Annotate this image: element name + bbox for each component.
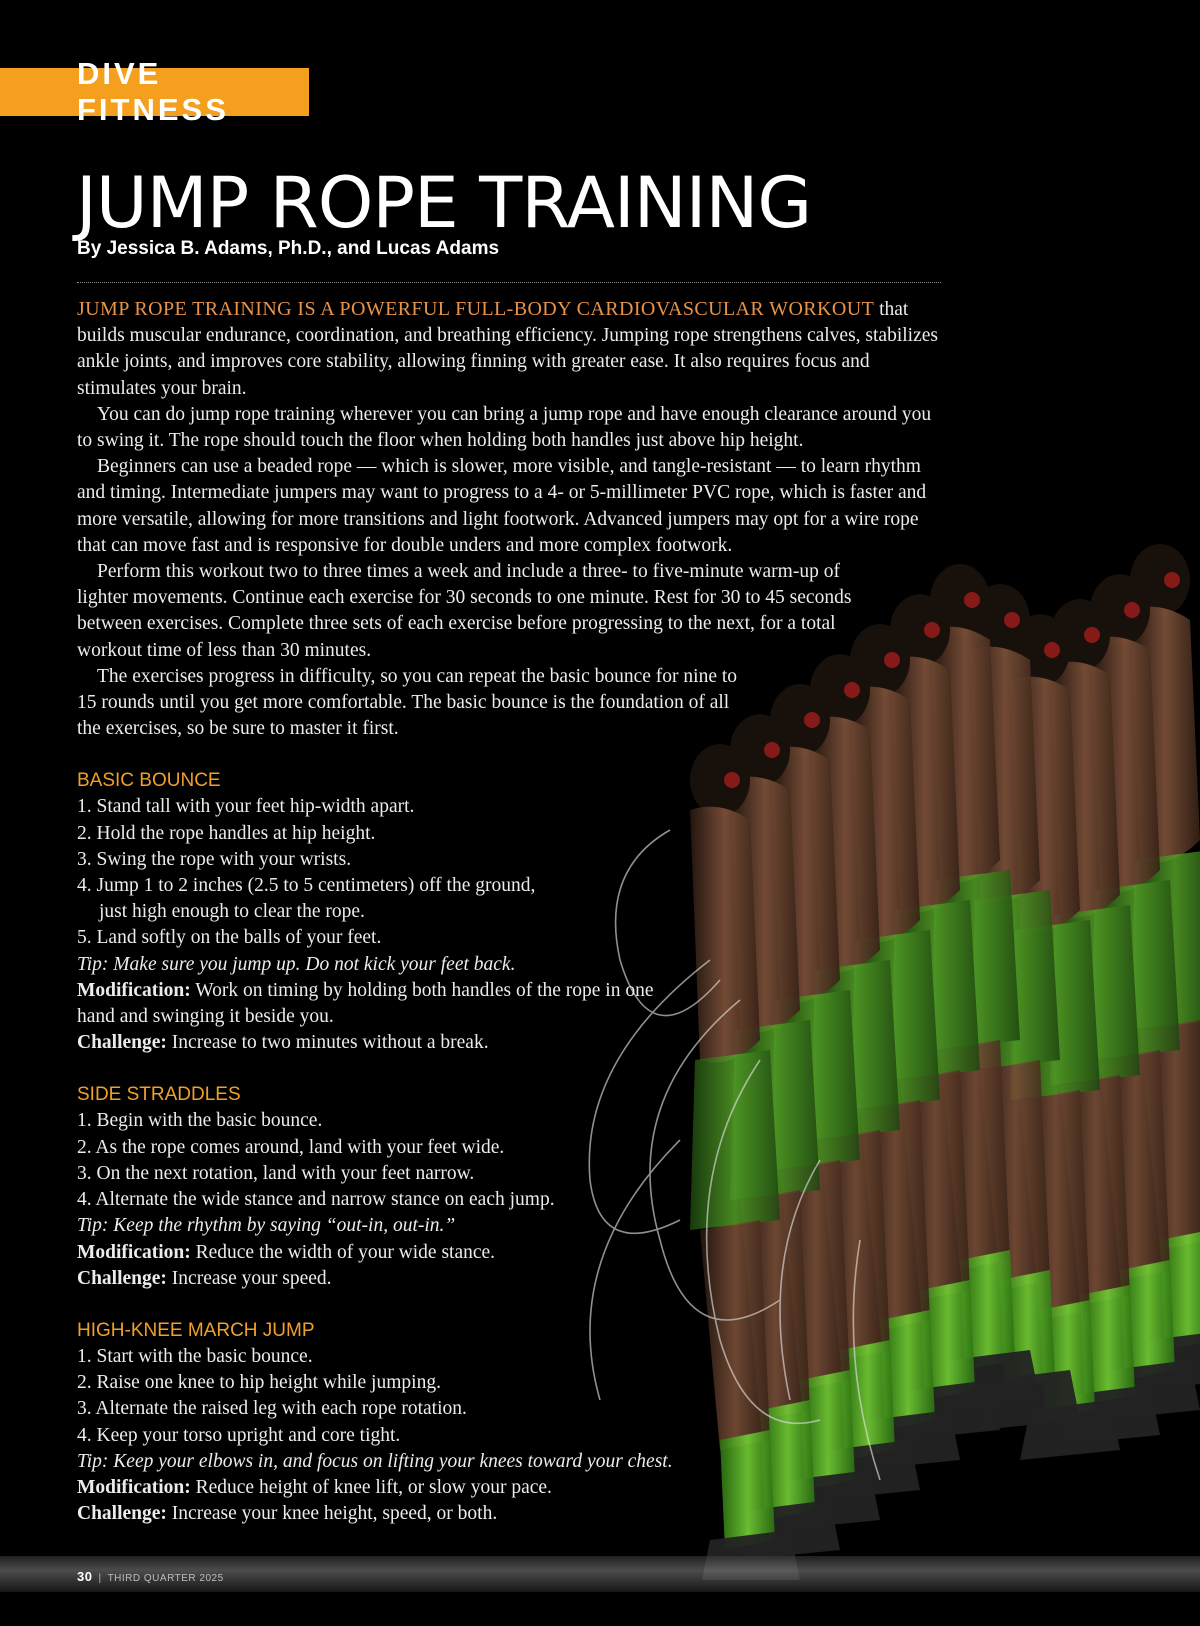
- tip: Tip: Keep your elbows in, and focus on lifting your knees toward your chest.: [77, 1450, 673, 1472]
- step-2: 2. Raise one knee to hip height while jumping.: [77, 1372, 441, 1394]
- modification-text: Reduce the width of your wide stance.: [190, 1241, 496, 1263]
- step-1: 1. Begin with the basic bounce.: [77, 1110, 323, 1132]
- step-5: 5. Land softly on the balls of your feet.: [77, 927, 382, 949]
- divider-rule: [77, 282, 941, 283]
- modification: [77, 1240, 677, 1266]
- step-1: 1. Start with the basic bounce.: [77, 1345, 313, 1367]
- page-number: 30: [77, 1569, 93, 1584]
- challenge-label: Challenge:: [77, 1267, 167, 1289]
- article-body: [77, 296, 947, 1527]
- step-4-line-2: just high enough to clear the rope.: [99, 901, 365, 923]
- modification-label: Modification:: [77, 1476, 191, 1498]
- intro-paragraph-5: The exercises progress in difficulty, so you can repeat the basic bounce for nine to 15 rounds until you get more comfortable. The basic bounce is the foundation of all the exercises, so be sure to master it first.: [77, 665, 738, 740]
- section-heading: BASIC BOUNCE: [77, 770, 221, 792]
- step-3: 3. Swing the rope with your wrists.: [77, 848, 352, 870]
- modification: [77, 1475, 697, 1501]
- lead-in-text: that builds muscular endurance, coordination, and breathing efficiency. Jumping rope strengthens calves, stabilizes ankle joints, and improves core stability, allowing finning with greater ease. It also requires focus and stimulates your brain.: [77, 299, 938, 399]
- intro-paragraph-1: [77, 296, 947, 402]
- modification-label: Modification:: [77, 1241, 191, 1263]
- challenge-text: Increase your knee height, speed, or both.: [166, 1503, 498, 1525]
- section-heading: SIDE STRADDLES: [77, 1084, 241, 1106]
- step-4: 4. Keep your torso upright and core tight.: [77, 1424, 401, 1446]
- footer-separator: |: [98, 1573, 102, 1584]
- byline: By Jessica B. Adams, Ph.D., and Lucas Adams: [77, 238, 500, 259]
- side-straddles-section: [77, 1082, 677, 1291]
- basic-bounce-section: [77, 768, 677, 1056]
- intro-paragraph-3: Beginners can use a beaded rope — which is slower, more visible, and tangle-resistant — to learn rhythm and timing. Intermediate jumpers may want to progress to a 4- or 5-millimeter PVC rope, which is faster and more versatile, allowing for more transitions and light footwork. Advanced jumpers may opt for a wire rope that can move fast and is responsive for double unders and more complex footwork.: [77, 456, 927, 556]
- section-heading: HIGH-KNEE MARCH JUMP: [77, 1319, 315, 1341]
- challenge: [77, 1266, 677, 1292]
- section-tag: DIVE FITNESS: [0, 68, 309, 116]
- step-4-line-1: 4. Jump 1 to 2 inches (2.5 to 5 centimeters) off the ground,: [77, 875, 536, 897]
- step-2: 2. Hold the rope handles at hip height.: [77, 822, 376, 844]
- page-footer: [77, 1569, 224, 1584]
- step-4: [77, 873, 677, 925]
- challenge: [77, 1030, 677, 1056]
- modification-text: Reduce height of knee lift, or slow your pace.: [190, 1476, 552, 1498]
- intro-paragraph-2: You can do jump rope training wherever you can bring a jump rope and have enough clearance around you to swing it. The rope should touch the floor when holding both handles just above hip height.: [77, 403, 932, 452]
- modification: [77, 978, 677, 1030]
- challenge: [77, 1501, 697, 1527]
- tip: Tip: Keep the rhythm by saying “out-in, out-in.”: [77, 1215, 456, 1237]
- step-1: 1. Stand tall with your feet hip-width apart.: [77, 796, 415, 818]
- modification-label: Modification:: [77, 979, 191, 1001]
- step-3: 3. Alternate the raised leg with each rope rotation.: [77, 1398, 467, 1420]
- lead-in-caps: JUMP ROPE TRAINING IS A POWERFUL FULL-BODY CARDIOVASCULAR WORKOUT: [77, 298, 875, 320]
- step-4: 4. Alternate the wide stance and narrow stance on each jump.: [77, 1189, 555, 1211]
- modification-text: Work on timing by holding both handles of the rope in one hand and swinging it beside you.: [77, 979, 654, 1028]
- challenge-label: Challenge:: [77, 1032, 167, 1054]
- challenge-label: Challenge:: [77, 1503, 167, 1525]
- issue-label: THIRD QUARTER 2025: [107, 1573, 224, 1584]
- article-title: JUMP ROPE TRAINING: [76, 162, 812, 244]
- high-knee-march-jump-section: [77, 1318, 697, 1527]
- tip: Tip: Make sure you jump up. Do not kick your feet back.: [77, 953, 516, 975]
- step-3: 3. On the next rotation, land with your feet narrow.: [77, 1162, 475, 1184]
- step-2: 2. As the rope comes around, land with your feet wide.: [77, 1136, 505, 1158]
- intro-paragraph-4: Perform this workout two to three times a week and include a three- to five-minute warm-up of lighter movements. Continue each exercise for 30 seconds to one minute. Rest for 30 to 45 seconds between exercises. Complete three sets of each exercise before progressing to the next, for a total workout time of less than 30 minutes.: [77, 561, 852, 661]
- challenge-text: Increase your speed.: [166, 1267, 332, 1289]
- challenge-text: Increase to two minutes without a break.: [166, 1032, 489, 1054]
